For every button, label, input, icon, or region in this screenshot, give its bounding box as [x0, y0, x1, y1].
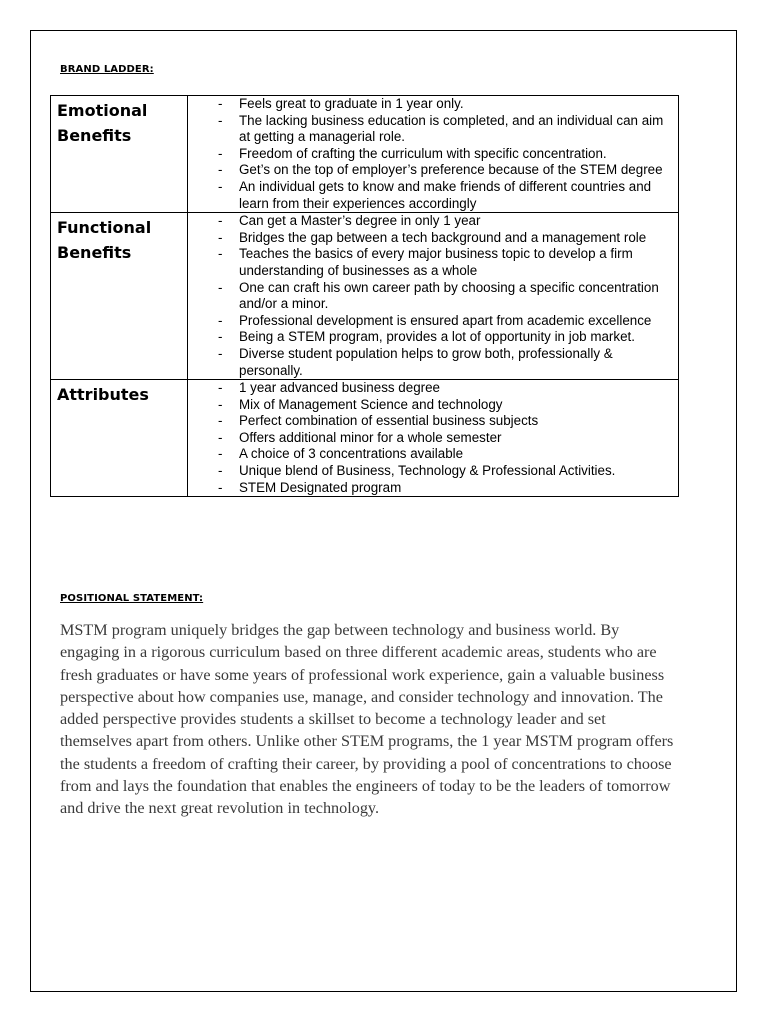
list-item: - Being a STEM program, provides a lot of opportunity in job market.	[218, 329, 635, 345]
brand-ladder-table	[50, 95, 679, 497]
table-row-attributes	[51, 380, 679, 497]
list-item: - Professional development is ensured apart from academic excellence	[218, 312, 652, 328]
table-row-functional	[51, 213, 679, 380]
list-item: - Bridges the gap between a tech background and a management role	[218, 229, 647, 245]
row-label: Attributes	[51, 380, 188, 497]
row-items	[188, 96, 679, 213]
list-item: - Can get a Master’s degree in only 1 year	[218, 213, 481, 229]
list-item: - Perfect combination of essential business subjects	[218, 413, 539, 429]
list-item: - The lacking business education is completed, and an individual can aim at getting a managerial role.	[218, 112, 664, 145]
row-items	[188, 213, 679, 380]
row-label: Emotional Benefits	[51, 96, 188, 213]
list-item: - An individual gets to know and make friends of different countries and learn from their experiences accordingly	[218, 178, 652, 211]
list-item: - 1 year advanced business degree	[218, 380, 440, 396]
list-item: - Teaches the basics of every major business topic to develop a firm understanding of businesses as a whole	[218, 246, 633, 278]
list-item: - One can craft his own career path by choosing a specific concentration and/or a minor.	[218, 279, 659, 312]
list-item: - Freedom of crafting the curriculum with specific concentration.	[218, 145, 607, 161]
table-row-emotional	[51, 96, 679, 213]
list-item: - Unique blend of Business, Technology & Professional Activities.	[218, 463, 616, 479]
list-item: - Diverse student population helps to grow both, professionally & personally.	[218, 345, 613, 378]
list-item: - STEM Designated program	[218, 479, 402, 495]
brand-ladder-heading: BRAND LADDER:	[60, 64, 154, 75]
list-item: - Get’s on the top of employer’s preference because of the STEM degree	[218, 162, 663, 178]
list-item: - Offers additional minor for a whole semester	[218, 429, 502, 445]
row-label: Functional Benefits	[51, 213, 188, 380]
positional-statement-heading: POSITIONAL STATEMENT:	[60, 593, 204, 604]
positional-statement-text: MSTM program uniquely bridges the gap between technology and business world. By engaging in a rigorous curriculum based on three different academic areas, students who are fresh graduates or have some years of professional work experience, gain a valuable business perspective about how companies use, manage, and consider technology and innovation. The added perspective provides students a skillset to become a technology leader and set themselves apart from others. Unlike other STEM programs, the 1 year MSTM program offers the students a freedom of crafting their career, by providing a pool of concentrations to choose from and lays the foundation that enables the engineers of today to be the leaders of tomorrow and drive the next great revolution in technology.	[60, 621, 674, 818]
list-item: - Mix of Management Science and technology	[218, 396, 503, 412]
list-item: - Feels great to graduate in 1 year only.	[218, 96, 464, 111]
row-items	[188, 380, 679, 497]
list-item: - A choice of 3 concentrations available	[218, 446, 464, 462]
